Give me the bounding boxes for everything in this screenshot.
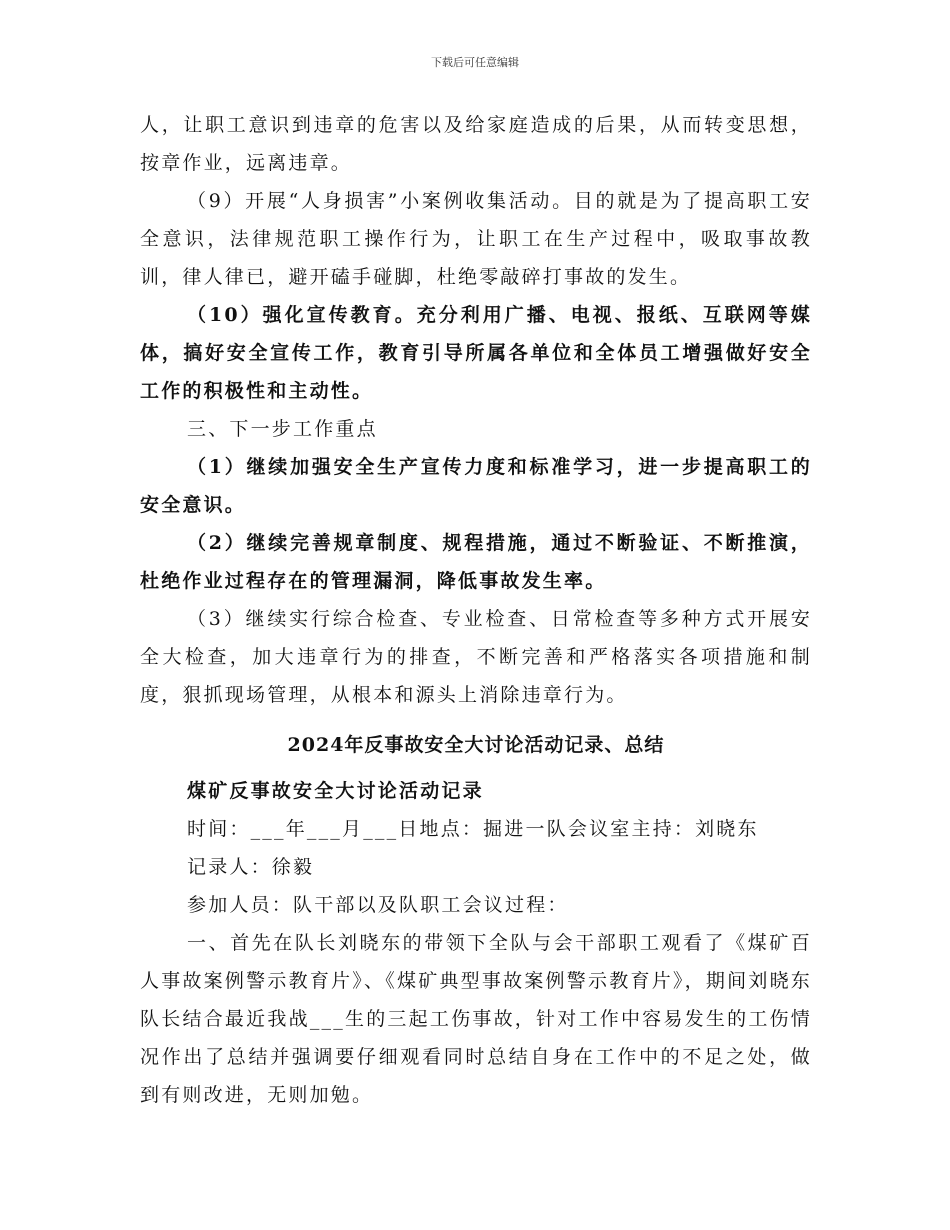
paragraph-continuation: 人，让职工意识到违章的危害以及给家庭造成的后果，从而转变思想，按章作业，远离违章。 xyxy=(140,114,812,174)
section-heading-next-steps: 三、下一步工作重点 xyxy=(187,418,378,440)
paragraph-item-9: （9）开展“人身损害”小案例收集活动。目的就是为了提高职工安全意识，法律规范职工操作行为，让职工在生产过程中，吸取事故教训，律人律已，避开磕手碰脚，杜绝零敲碎打事故的发生。 xyxy=(140,190,812,288)
paragraph-item-10: （10）强化宣传教育。充分利用广播、电视、报纸、互联网等媒体，搞好安全宣传工作，教育引导所属各单位和全体员工增强做好安全工作的积极性和主动性。 xyxy=(140,304,812,402)
meeting-recorder-line: 记录人：徐毅 xyxy=(187,856,315,878)
meeting-participants-line: 参加人员：队干部以及队职工会议过程： xyxy=(187,894,569,916)
paragraph-next-step-2: （2）继续完善规章制度、规程措施，通过不断验证、不断推演，杜绝作业过程存在的管理漏洞，降低事故发生率。 xyxy=(140,532,812,592)
document-title: 2024年反事故安全大讨论活动记录、总结 xyxy=(287,734,665,756)
paragraph-next-step-3: （3）继续实行综合检查、专业检查、日常检查等多种方式开展安全大检查，加大违章行为的排查，不断完善和严格落实各项措施和制度，狠抓现场管理，从根本和源头上消除违章行为。 xyxy=(140,608,812,706)
meeting-time-line: 时间：___年___月___日地点：掘进一队会议室主持：刘晓东 xyxy=(187,818,759,840)
paragraph-meeting-process: 一、首先在队长刘晓东的带领下全队与会干部职工观看了《煤矿百人事故案例警示教育片》、《煤矿典型事故案例警示教育片》，期间刘晓东队长结合最近我战___生的三起工伤事故，针对工作中容易发生的工伤情况作出了总结并强调要仔细观看同时总结自身在工作中的不足之处，做到有则改进，无则加勉。 xyxy=(140,932,812,1106)
document-body xyxy=(140,106,812,1114)
paragraph-next-step-1: （1）继续加强安全生产宣传力度和标准学习，进一步提高职工的安全意识。 xyxy=(140,456,812,516)
page-header: 下载后可任意编辑 xyxy=(431,56,519,69)
document-subtitle: 煤矿反事故安全大讨论活动记录 xyxy=(187,780,484,802)
